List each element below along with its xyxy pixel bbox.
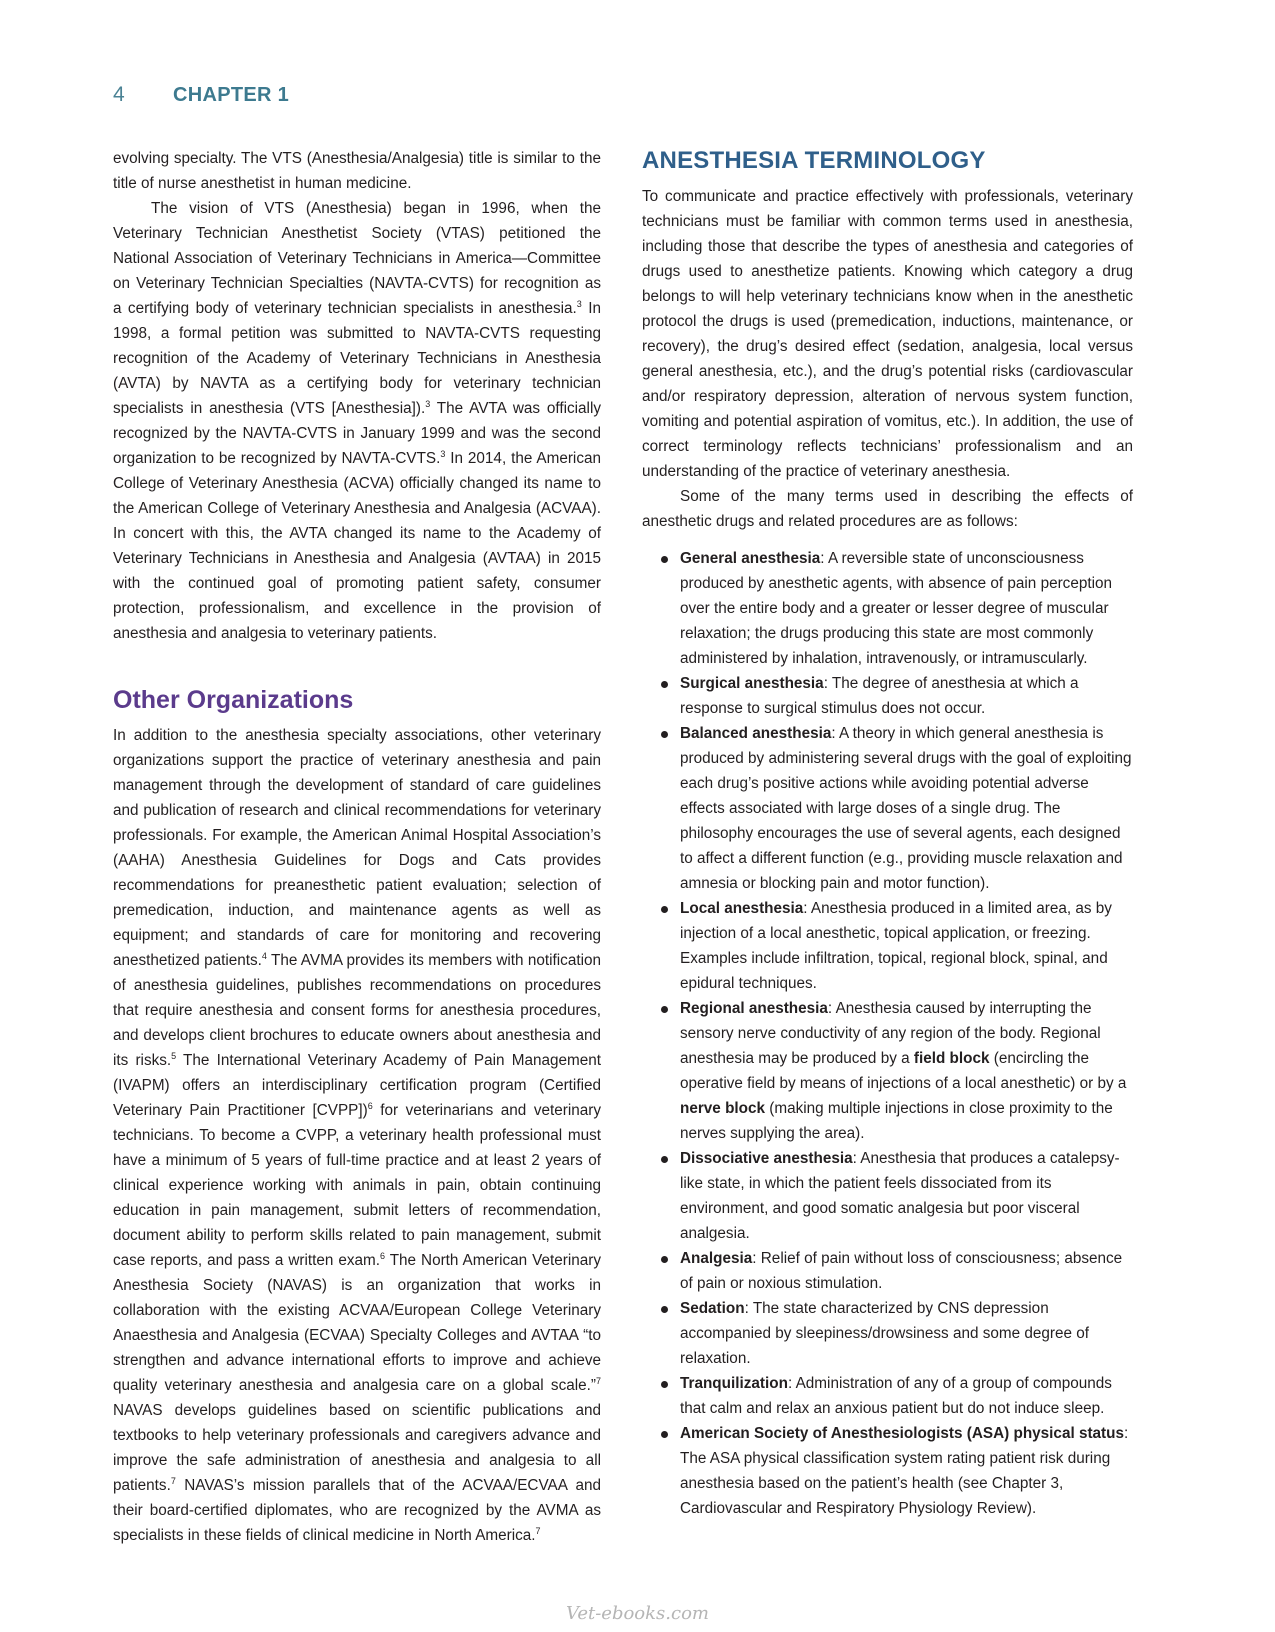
list-item: Surgical anesthesia: The degree of anesthesia at which a response to surgical stimulus does not occur.	[680, 671, 1133, 721]
paragraph-other-organizations: In addition to the anesthesia specialty associations, other veterinary organizations support the practice of veterinary anesthesia and pain management through the development of standard of care guidelines and publication of research and clinical recommendations for veterinary professionals. For example, the American Animal Hospital Association’s (AAHA) Anesthesia Guidelines for Dogs and Cats provides recommendations for preanesthetic patient evaluation; selection of premedication, induction, and maintenance agents as well as equipment; and standards of care for monitoring and recovering anesthetized patients.$^4$ The AVMA provides its members with notification of anesthesia guidelines, publishes recommendations on procedures that require anesthesia and consent forms for anesthesia procedures, and develops client brochures to educate owners about anesthesia and its risks.$^5$ The International Veterinary Academy of Pain Management (IVAPM) offers an interdisciplinary certification program (Certified Veterinary Pain Practitioner [CVPP])$^6$ for veterinarians and veterinary technicians. To become a CVPP, a veterinary health professional must have a minimum of 5 years of full-time practice and at least 2 years of clinical experience working with animals in pain, obtain continuing education in pain management, submit letters of recommendation, document ability to perform skills related to pain management, submit case reports, and pass a written exam.$^6$ The North American Veterinary Anesthesia Society (NAVAS) is an organization that works in collaboration with the existing ACVAA/European College Veterinary Anaesthesia and Analgesia (ECVAA) Specialty Colleges and AVTAA “to strengthen and advance international efforts to improve and achieve quality veterinary anesthesia and analgesia care on a global scale.”$^7$ NAVAS develops guidelines based on scientific publications and textbooks to help veterinary professionals and caregivers advance and improve the safe administration of anesthesia and analgesia to all patients.$^7$ NAVAS’s mission parallels that of the ACVAA/ECVAA and their board-certified diplomates, who are recognized by the AVMA as specialists in these fields of clinical medicine in North America.$^7$	[113, 727, 601, 1544]
right-column	[642, 146, 1133, 1521]
paragraph: evolving specialty. The VTS (Anesthesia/Analgesia) title is similar to the title of nurse anesthetist in human medicine.	[113, 150, 601, 192]
list-item: Tranquilization: Administration of any of a group of compounds that calm and relax an anxious patient but do not induce sleep.	[680, 1371, 1133, 1421]
list-item: Regional anesthesia: Anesthesia caused by interrupting the sensory nerve conductivity of any region of the body. Regional anesthesia may be produced by a field block (encircling the operative field by means of injections of a local anesthetic) or by a nerve block (making multiple injections in close proximity to the nerves supplying the area).	[680, 996, 1133, 1146]
left-column	[113, 146, 601, 1548]
running-head	[113, 80, 289, 110]
footnote-ref: 7	[535, 1525, 541, 1536]
paragraph: Some of the many terms used in describing the effects of anesthetic drugs and related procedures are as follows:	[642, 488, 1133, 530]
footnote-ref: 7	[595, 1375, 601, 1386]
list-item: Dissociative anesthesia: Anesthesia that produces a catalepsy-like state, in which the patient feels dissociated from its environment, and good somatic analgesia but poor visceral analgesia.	[680, 1146, 1133, 1246]
list-item: General anesthesia: A reversible state of unconsciousness produced by anesthetic agents, with absence of pain perception over the entire body and a greater or lesser degree of muscular relaxation; the drugs producing this state are most commonly administered by inhalation, intravenously, or intramuscularly.	[680, 546, 1133, 671]
footnote-ref: 4	[261, 950, 267, 961]
list-item: Analgesia: Relief of pain without loss of consciousness; absence of pain or noxious stimulation.	[680, 1246, 1133, 1296]
footnote-ref: 3	[440, 448, 446, 459]
paragraph: To communicate and practice effectively with professionals, veterinary technicians must be familiar with common terms used in anesthesia, including those that describe the types of anesthesia and categories of drugs used to anesthetize patients. Knowing which category a drug belongs to will help veterinary technicians know when in the anesthetic protocol the drugs is used (premedication, inductions, maintenance, or recovery), the drug’s desired effect (sedation, analgesia, local versus general anesthesia, etc.), and the drug’s potential risks (cardiovascular and/or respiratory depression, alteration of nervous system function, vomiting and potential aspiration of vomitus, etc.). In addition, the use of correct terminology reflects technicians’ professionalism and an understanding of the practice of veterinary anesthesia.	[642, 188, 1133, 480]
footnote-ref: 6	[367, 1100, 373, 1111]
terminology-list	[642, 546, 1133, 1521]
section-heading-other-organizations: Other Organizations	[113, 686, 354, 714]
list-item: American Society of Anesthesiologists (ASA) physical status: The ASA physical classification system rating patient risk during anesthesia based on the patient’s health (see Chapter 3, Cardiovascular and Respiratory Physiology Review).	[680, 1421, 1133, 1521]
chapter-label: CHAPTER 1	[173, 83, 290, 106]
list-item: Balanced anesthesia: A theory in which general anesthesia is produced by administering several drugs with the goal of exploiting each drug’s positive actions while avoiding potential adverse effects associated with large doses of a single drug. The philosophy encourages the use of several agents, each designed to affect a different function (e.g., providing muscle relaxation and amnesia or blocking pain and motor function).	[680, 721, 1133, 896]
list-item: Sedation: The state characterized by CNS depression accompanied by sleepiness/drowsiness and some degree of relaxation.	[680, 1296, 1133, 1371]
footnote-ref: 3	[576, 298, 582, 309]
footnote-ref: 3	[425, 398, 431, 409]
footnote-ref: 5	[171, 1050, 177, 1061]
watermark-logo: Vet-ebooks.com	[565, 1603, 709, 1624]
footnote-ref: 6	[380, 1250, 386, 1261]
footnote-ref: 7	[170, 1475, 176, 1486]
section-heading-anesthesia-terminology: ANESTHESIA TERMINOLOGY	[642, 147, 986, 174]
page-number: 4	[113, 83, 125, 106]
paragraph-vts-history: The vision of VTS (Anesthesia) began in 1996, when the Veterinary Technician Anesthetist Society (VTAS) petitioned the National Association of Veterinary Technicians in America—Committee on Veterinary Technician Specialties (NAVTA-CVTS) for recognition as a certifying body of veterinary technician specialists in anesthesia.$^3$ In 1998, a formal petition was submitted to NAVTA-CVTS requesting recognition of the Academy of Veterinary Technicians in Anesthesia (AVTA) by NAVTA as a certifying body for veterinary technician specialists in anesthesia (VTS [Anesthesia]).$^3$ The AVTA was officially recognized by the NAVTA-CVTS in January 1999 and was the second organization to be recognized by NAVTA-CVTS.$^3$ In 2014, the American College of Veterinary Anesthesia (ACVA) officially changed its name to the American College of Veterinary Anesthesia and Analgesia (ACVAA). In concert with this, the AVTA changed its name to the Academy of Veterinary Technicians in Anesthesia and Analgesia (AVTAA) in 2015 with the continued goal of promoting patient safety, consumer protection, professionalism, and excellence in the provision of anesthesia and analgesia to veterinary patients.	[113, 200, 601, 642]
list-item: Local anesthesia: Anesthesia produced in a limited area, as by injection of a local anesthetic, topical application, or freezing. Examples include infiltration, topical, regional block, spinal, and epidural techniques.	[680, 896, 1133, 996]
